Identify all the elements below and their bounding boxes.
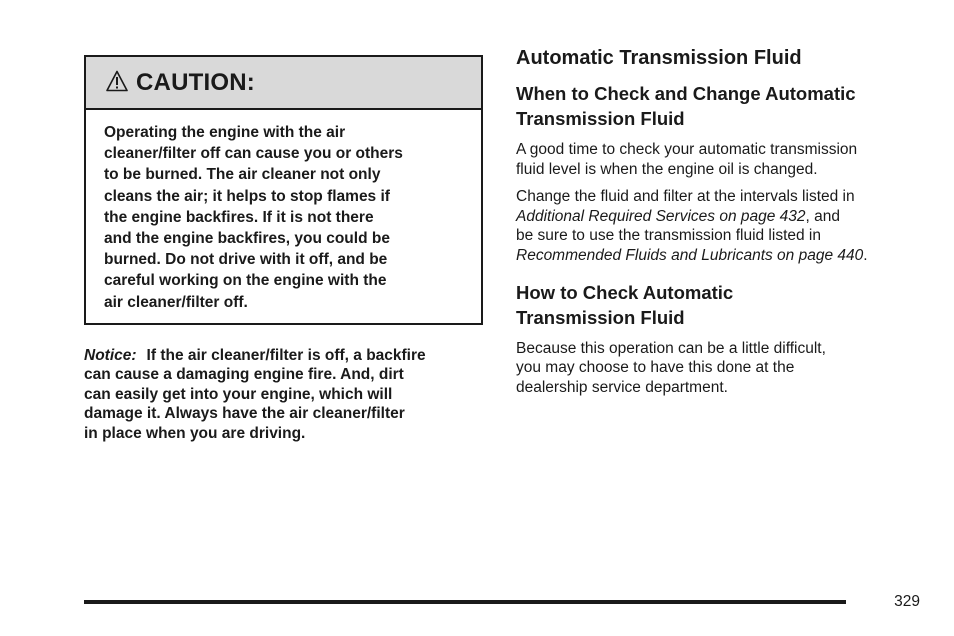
notice-line: If the air cleaner/filter is off, a backfire	[146, 347, 426, 364]
text-line: Because this operation can be a little difficult,	[516, 339, 826, 357]
caution-line: cleaner/filter off can cause you or others	[104, 145, 403, 163]
paragraph-difficult	[516, 339, 926, 398]
subheading-line: Transmission Fluid	[516, 108, 685, 129]
caution-line: to be burned. The air cleaner not only	[104, 166, 381, 184]
notice-line: can cause a damaging engine fire. And, dirt	[84, 366, 404, 384]
notice-line: in place when you are driving.	[84, 424, 306, 442]
paragraph-change-fluid	[516, 187, 926, 265]
notice-line: damage it. Always have the air cleaner/filter	[84, 405, 405, 423]
paragraph-good-time	[516, 140, 926, 179]
text-line: be sure to use the transmission fluid listed in	[516, 227, 821, 245]
subheading-line: How to Check Automatic	[516, 281, 734, 303]
text-fragment: .	[863, 246, 868, 264]
right-column	[516, 45, 926, 405]
subheading-line: When to Check and Change Automatic	[516, 83, 856, 104]
text-line: fluid level is when the engine oil is changed.	[516, 160, 818, 178]
caution-line: burned. Do not drive with it off, and be	[104, 251, 388, 269]
caution-line: cleans the air; it helps to stop flames if	[104, 187, 390, 205]
caution-text	[86, 110, 467, 313]
caution-box	[84, 55, 483, 325]
notice-paragraph	[84, 346, 494, 443]
subheading-line: Transmission Fluid	[516, 306, 685, 328]
notice-line: can easily get into your engine, which will	[84, 385, 393, 403]
text-line: dealership service department.	[516, 378, 728, 396]
warning-triangle-icon	[106, 70, 128, 92]
page-reference-link[interactable]: Additional Required Services on page 432	[516, 207, 806, 225]
text-line: A good time to check your automatic transmission	[516, 141, 858, 158]
subheading-how-to-check	[516, 280, 926, 330]
section-heading: Automatic Transmission Fluid	[516, 47, 802, 69]
caution-line: Operating the engine with the air	[104, 124, 346, 141]
caution-header	[86, 57, 481, 110]
text-fragment: , and	[805, 207, 841, 225]
footer-rule	[84, 600, 846, 604]
caution-line: careful working on the engine with the	[104, 272, 387, 290]
text-line: Change the fluid and filter at the intervals listed in	[516, 188, 855, 206]
text-line: you may choose to have this done at the	[516, 359, 795, 377]
page-number: 329	[894, 593, 920, 610]
caution-line: air cleaner/filter off.	[104, 293, 248, 311]
caution-title: CAUTION:	[136, 68, 255, 96]
subheading-when-to-check	[516, 81, 926, 131]
notice-label: Notice:	[84, 347, 137, 364]
caution-line: the engine backfires. If it is not there	[104, 208, 374, 226]
page-reference-link[interactable]: Recommended Fluids and Lubricants on page 440	[516, 246, 864, 264]
caution-line: and the engine backfires, you could be	[104, 230, 390, 248]
